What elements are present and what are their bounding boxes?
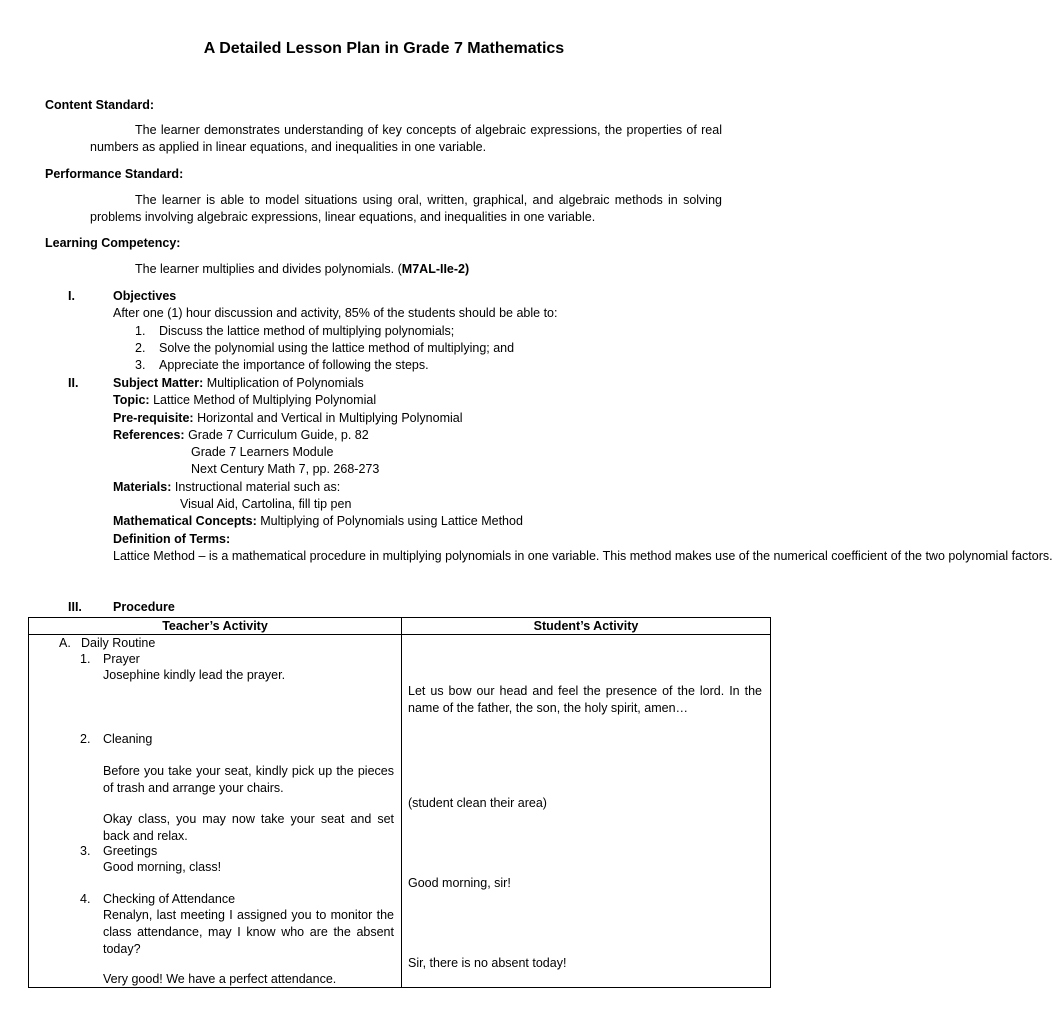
cleaning-instruction: Before you take your seat, kindly pick up the pieces of trash and arrange your chairs. — [103, 764, 394, 795]
cleaning-number: 2. — [80, 732, 91, 746]
subject-matter-heading: Subject Matter: — [113, 376, 204, 390]
objectives-intro: After one (1) hour discussion and activity, 85% of the students should be able to: — [113, 306, 558, 321]
prerequisite-value: Horizontal and Vertical in Multiplying Polynomial — [197, 410, 463, 425]
procedure-numeral: III. — [68, 600, 82, 614]
perfect-attendance-line: Very good! We have a perfect attendance. — [103, 972, 337, 986]
document-title: A Detailed Lesson Plan in Grade 7 Mathematics — [203, 40, 565, 57]
learning-competency-text — [135, 261, 469, 278]
routine-letter: A. — [59, 636, 71, 650]
subject-matter-value: Multiplication of Polynomials — [206, 376, 364, 390]
subject-matter-section — [113, 375, 1053, 565]
performance-standard-text: The learner is able to model situations using oral, written, graphical, and algebraic methods in solving problems involving algebraic expressions, linear equations, and inequalities in one variable. — [90, 193, 722, 224]
prayer-heading: Prayer — [103, 652, 140, 666]
objective-item — [113, 323, 723, 340]
objective-number: 3. — [135, 358, 146, 373]
seat-instruction: Okay class, you may now take your seat and set back and relax. — [103, 812, 394, 843]
objective-item — [113, 340, 723, 357]
objectives-heading: Objectives — [113, 289, 177, 303]
concepts-line — [113, 513, 723, 530]
content-standard-label: Content Standard: — [45, 98, 155, 112]
prayer-instruction: Josephine kindly lead the prayer. — [103, 668, 286, 682]
routine-heading: Daily Routine — [81, 636, 156, 650]
prerequisite-label: Pre-requisite: — [113, 410, 194, 425]
objective-number: 2. — [135, 340, 146, 355]
subject-matter-line — [113, 375, 723, 392]
attendance-reply: Sir, there is no absent today! — [408, 956, 567, 970]
greetings-line: Good morning, class! — [103, 860, 222, 874]
greeting-reply: Good morning, sir! — [408, 876, 511, 890]
greetings-heading: Greetings — [103, 844, 158, 858]
reference-item: Grade 7 Curriculum Guide, p. 82 — [188, 427, 369, 442]
concepts-value: Multiplying of Polynomials using Lattice Method — [260, 514, 523, 529]
subject-matter-numeral: II. — [68, 376, 79, 390]
attendance-heading: Checking of Attendance — [103, 892, 236, 906]
competency-close: ) — [465, 262, 470, 276]
objective-item — [113, 357, 723, 374]
competency-sentence: The learner multiplies and divides polynomials. ( — [135, 262, 402, 276]
materials-value: Instructional material such as: — [174, 479, 341, 494]
reference-item: Next Century Math 7, pp. 268-273 — [191, 462, 380, 477]
objectives-section — [113, 288, 723, 374]
table-header-row — [29, 618, 771, 635]
performance-standard-label: Performance Standard: — [45, 167, 184, 181]
cleaning-heading: Cleaning — [103, 732, 153, 746]
topic-value: Lattice Method of Multiplying Polynomial — [153, 393, 377, 408]
objective-text: Appreciate the importance of following the steps. — [159, 358, 429, 373]
content-standard-text: The learner demonstrates understanding of key concepts of algebraic expressions, the properties of real numbers as applied in linear equations, and inequalities in one variable. — [90, 123, 722, 154]
reference-item: Grade 7 Learners Module — [191, 445, 334, 460]
definition-text: Lattice Method – is a mathematical procedure in multiplying polynomials in one variable. This method makes use of the numerical coefficient of the two polynomial factors. — [113, 548, 1053, 563]
prayer-reply: Let us bow our head and feel the presence of the lord. In the name of the father, the son, the holy spirit, amen… — [408, 684, 762, 715]
topic-line — [113, 392, 723, 409]
student-activity-header: Student’s Activity — [402, 618, 771, 635]
teacher-activity-cell — [29, 635, 402, 988]
materials-label: Materials: — [113, 479, 172, 494]
references-line — [113, 427, 723, 444]
objective-text: Discuss the lattice method of multiplying polynomials; — [159, 323, 455, 338]
attendance-number: 4. — [80, 892, 91, 906]
objectives-numeral: I. — [68, 289, 75, 303]
competency-code: M7AL-IIe-2 — [401, 262, 465, 276]
procedure-table — [28, 617, 771, 988]
teacher-activity-header: Teacher’s Activity — [29, 618, 402, 635]
cleaning-reply: (student clean their area) — [408, 796, 547, 810]
materials-line — [113, 479, 723, 496]
learning-competency-label: Learning Competency: — [45, 236, 181, 250]
greetings-number: 3. — [80, 844, 91, 858]
definition-label: Definition of Terms: — [113, 531, 231, 546]
concepts-label: Mathematical Concepts: — [113, 514, 257, 529]
attendance-question: Renalyn, last meeting I assigned you to monitor the class attendance, may I know who are the absent today? — [103, 908, 394, 956]
objective-text: Solve the polynomial using the lattice method of multiplying; and — [159, 340, 515, 355]
topic-label: Topic: — [113, 393, 150, 408]
prerequisite-line — [113, 410, 723, 427]
references-label: References: — [113, 427, 185, 442]
materials-list: Visual Aid, Cartolina, fill tip pen — [180, 497, 352, 512]
student-activity-cell — [402, 635, 771, 988]
prayer-number: 1. — [80, 652, 91, 666]
procedure-heading: Procedure — [113, 600, 175, 614]
table-row — [29, 635, 771, 988]
objective-number: 1. — [135, 323, 146, 338]
